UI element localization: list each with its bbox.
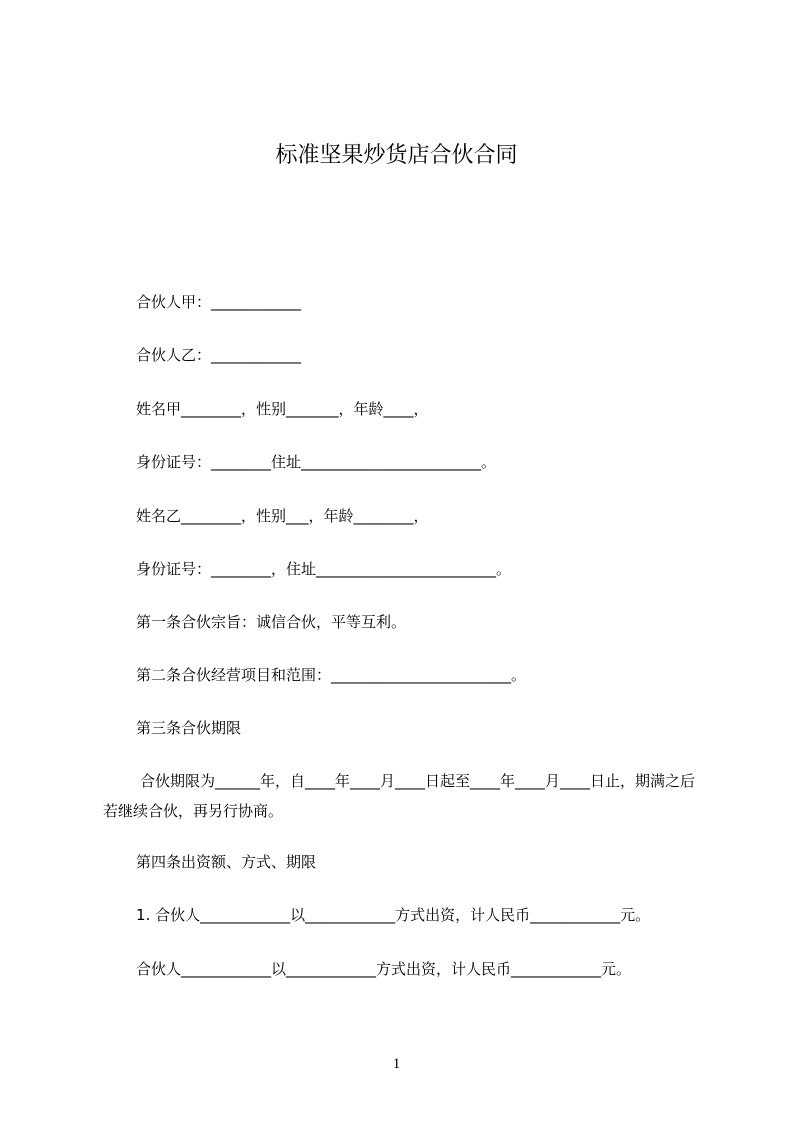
- name-b-info-line: 姓名乙________，性别___，年龄________，: [136, 507, 429, 525]
- article-one-line: 第一条合伙宗旨：诚信合伙，平等互利。: [136, 613, 407, 631]
- id-b-address-line: 身份证号：________，住址________________________。: [136, 560, 512, 578]
- name-a-info-line: 姓名甲________，性别_______，年龄____，: [136, 400, 429, 418]
- contribution-line-1: 1. 合伙人____________以____________方式出资，计人民币____________元。: [136, 906, 651, 924]
- article-two-line: 第二条合伙经营项目和范围：________________________。: [136, 666, 527, 684]
- contract-title: 标准坚果炒货店合伙合同: [275, 143, 518, 168]
- partner-b-line: 合伙人乙：____________: [136, 346, 302, 364]
- article-four-heading: 第四条出资额、方式、期限: [136, 853, 317, 871]
- id-a-address-line: 身份证号：________住址________________________。: [136, 453, 497, 471]
- page-number: 1: [392, 1056, 401, 1072]
- partnership-term-paragraph: 合伙期限为______年，自____年____月____日起至____年____月____日止，期满之后若继续合伙，再另行协商。: [103, 772, 696, 820]
- article-three-heading: 第三条合伙期限: [136, 719, 242, 737]
- partner-a-line: 合伙人甲：____________: [136, 293, 302, 311]
- contribution-line-2: 合伙人____________以____________方式出资，计人民币____________元。: [136, 960, 632, 978]
